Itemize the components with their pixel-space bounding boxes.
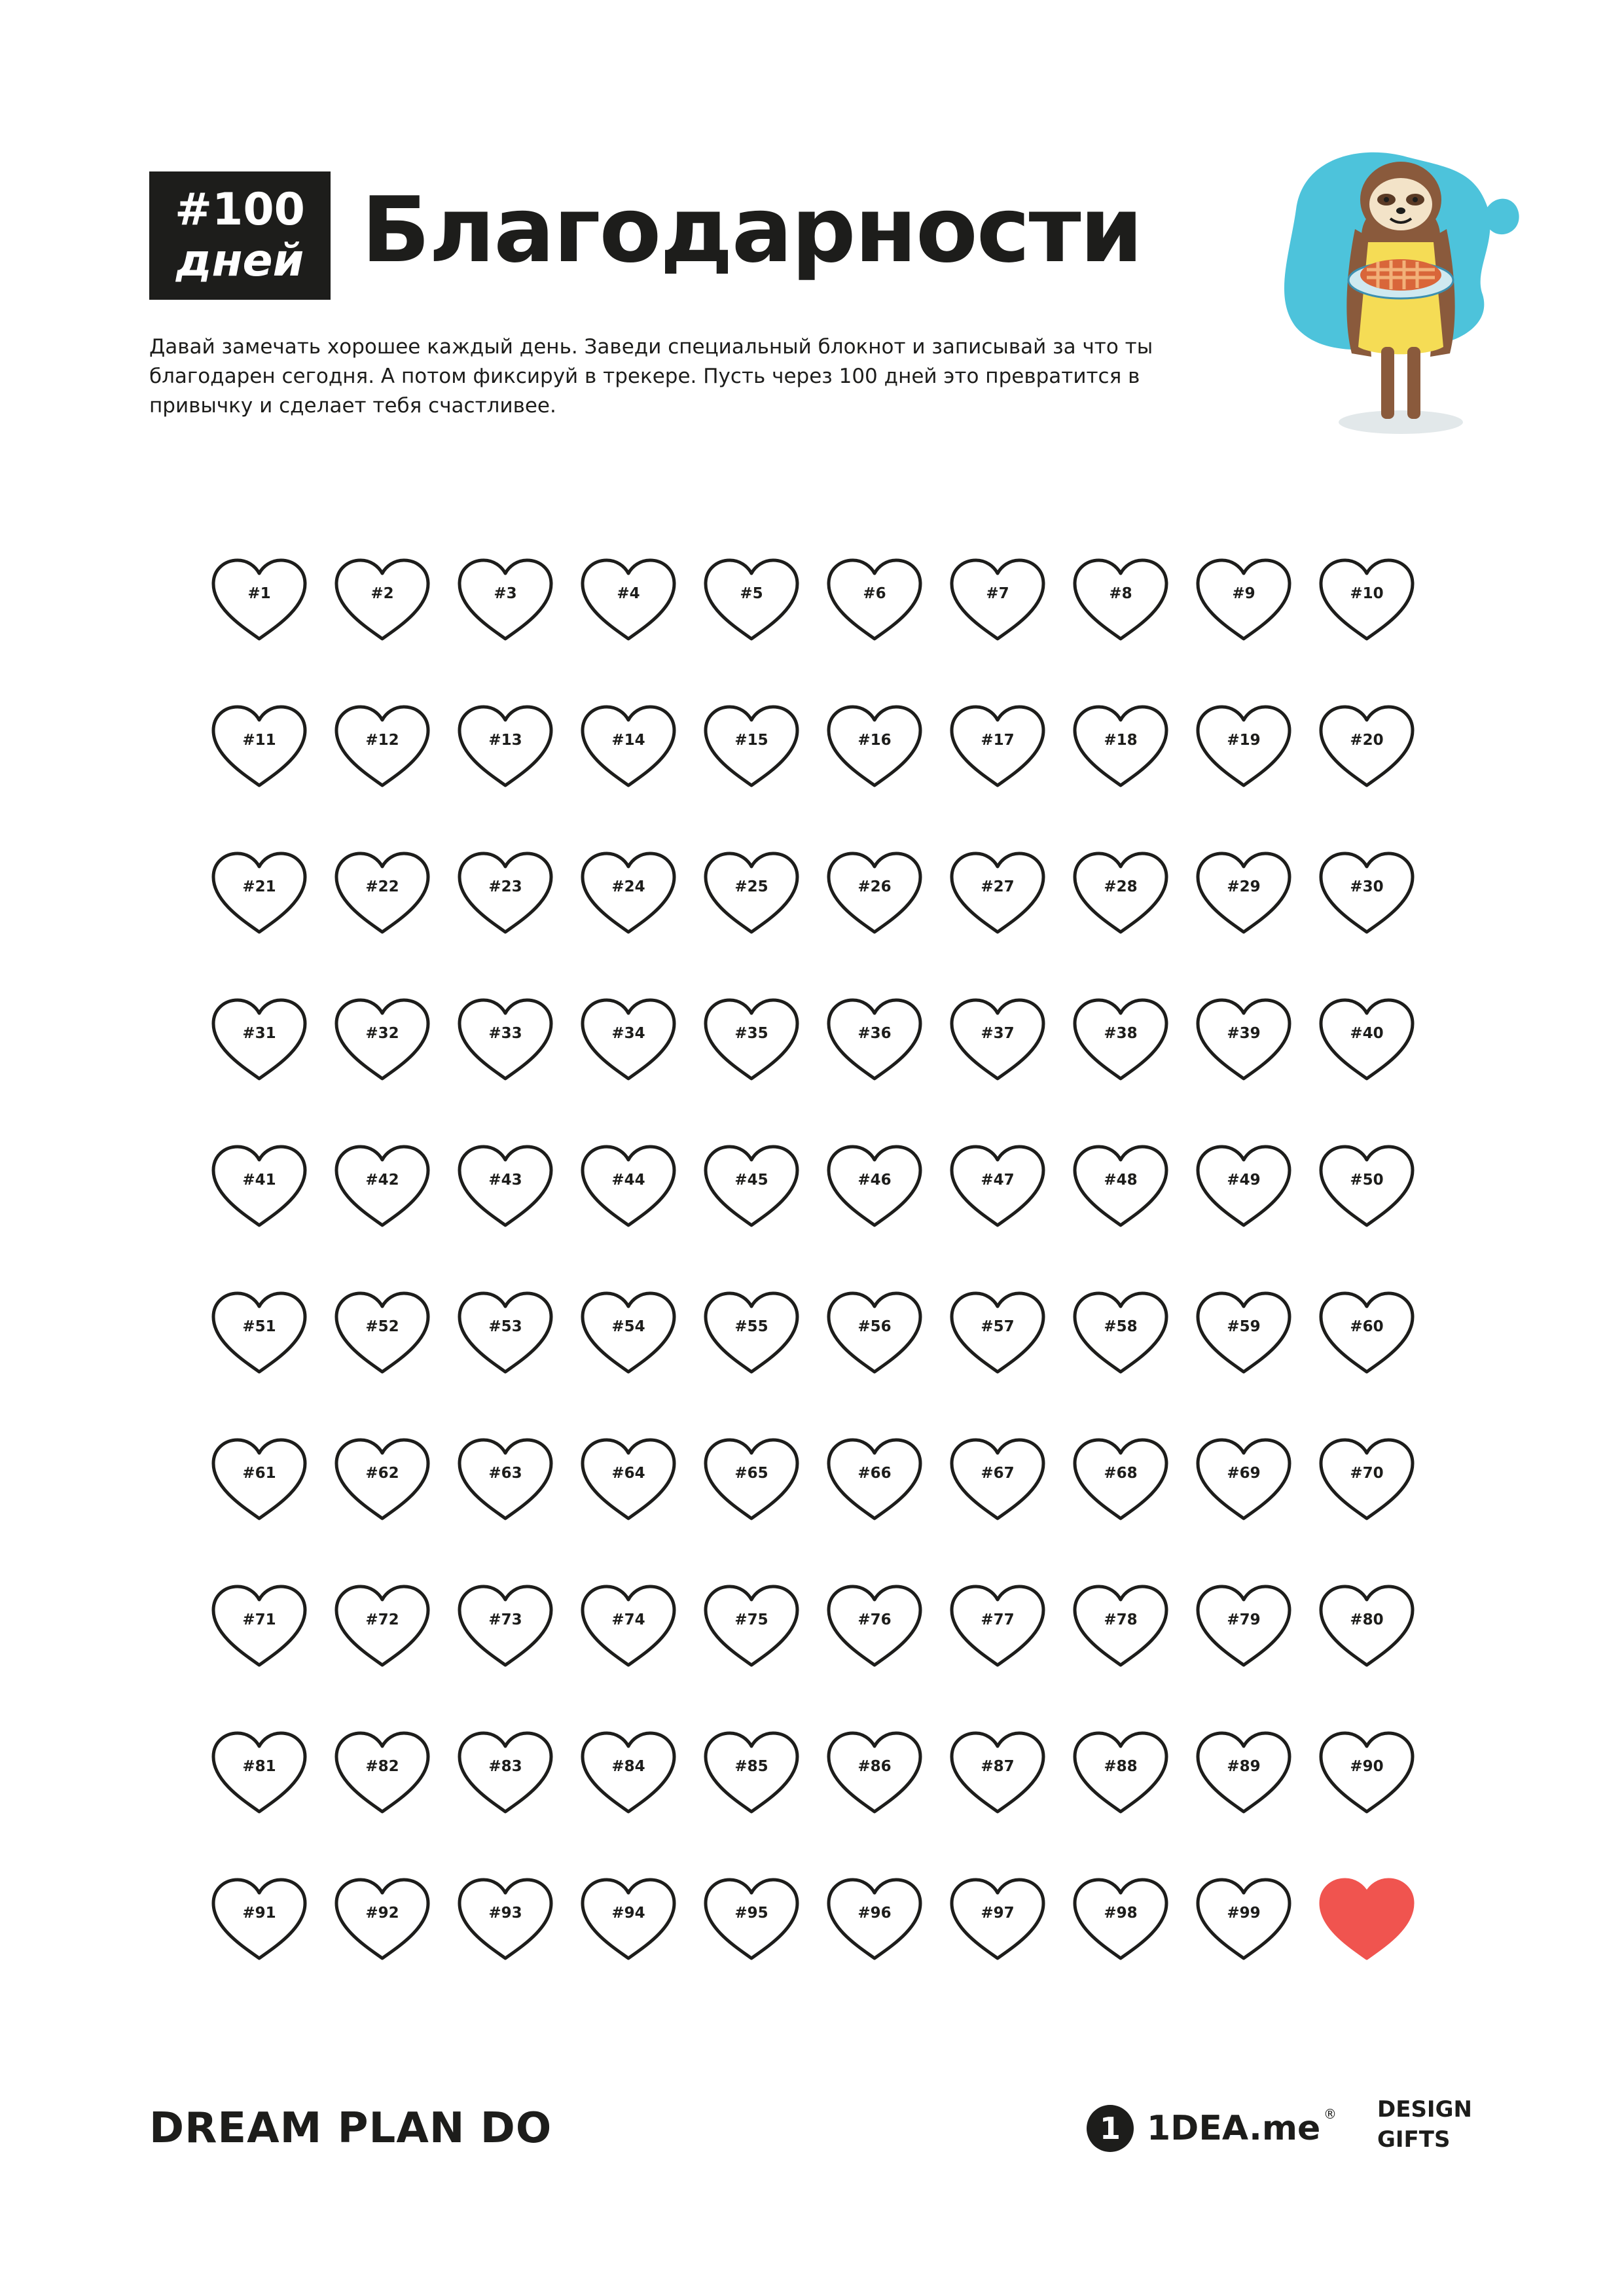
heart-cell[interactable] xyxy=(453,700,558,792)
day-number: #76 xyxy=(857,1611,892,1628)
heart-cell[interactable] xyxy=(1068,847,1173,939)
heart-cell[interactable] xyxy=(207,994,312,1085)
day-number: #69 xyxy=(1227,1465,1261,1482)
day-number: #16 xyxy=(857,732,892,749)
heart-cell[interactable] xyxy=(576,1873,681,1965)
heart-cell[interactable] xyxy=(699,1433,804,1525)
heart-cell[interactable] xyxy=(207,847,312,939)
day-number: #86 xyxy=(857,1758,892,1775)
day-number: #91 xyxy=(242,1905,276,1922)
heart-cell[interactable] xyxy=(1314,1140,1419,1232)
heart-cell[interactable] xyxy=(822,1873,927,1965)
day-number: #63 xyxy=(488,1465,522,1482)
day-number: #40 xyxy=(1350,1025,1384,1042)
day-number: #57 xyxy=(981,1318,1015,1335)
heart-cell[interactable] xyxy=(330,1580,435,1672)
day-number: #73 xyxy=(488,1611,522,1628)
day-number: #56 xyxy=(857,1318,892,1335)
day-number: #80 xyxy=(1350,1611,1384,1628)
heart-cell[interactable] xyxy=(945,1873,1050,1965)
sloth-with-pie-icon xyxy=(1257,131,1532,445)
heart-cell[interactable] xyxy=(1314,554,1419,645)
day-number: #44 xyxy=(611,1172,645,1189)
day-number: #15 xyxy=(734,732,768,749)
day-number: #23 xyxy=(488,878,522,895)
day-number: #25 xyxy=(734,878,768,895)
day-number: #59 xyxy=(1227,1318,1261,1335)
heart-cell[interactable] xyxy=(576,1140,681,1232)
heart-cell[interactable] xyxy=(1068,1873,1173,1965)
day-number: #81 xyxy=(242,1758,276,1775)
heart-cell[interactable] xyxy=(330,1433,435,1525)
day-number: #65 xyxy=(734,1465,768,1482)
day-number: #27 xyxy=(981,878,1015,895)
day-number: #31 xyxy=(242,1025,276,1042)
heart-cell[interactable] xyxy=(699,1580,804,1672)
heart-cell[interactable] xyxy=(207,1727,312,1818)
day-number: #71 xyxy=(242,1611,276,1628)
day-number: #45 xyxy=(734,1172,768,1189)
day-number: #74 xyxy=(611,1611,645,1628)
badge-line-1: #100 xyxy=(175,184,305,236)
heart-cell[interactable] xyxy=(1191,1287,1296,1378)
heart-cell[interactable] xyxy=(453,1873,558,1965)
day-number: #30 xyxy=(1350,878,1384,895)
logo-text: 1DEA.me xyxy=(1147,2109,1321,2148)
heart-cell[interactable] xyxy=(699,1873,804,1965)
heart-cell[interactable] xyxy=(945,1433,1050,1525)
heart-cell[interactable] xyxy=(453,1433,558,1525)
day-number: #26 xyxy=(857,878,892,895)
day-number: #94 xyxy=(611,1905,645,1922)
day-number: #79 xyxy=(1227,1611,1261,1628)
heart-cell[interactable] xyxy=(453,554,558,645)
day-number: #52 xyxy=(365,1318,399,1335)
logo-mark: 1 xyxy=(1087,2105,1134,2152)
day-number: #38 xyxy=(1104,1025,1138,1042)
heart-cell[interactable] xyxy=(1314,847,1419,939)
heart-cell[interactable] xyxy=(1191,1873,1296,1965)
heart-cell[interactable] xyxy=(822,1727,927,1818)
heart-cell[interactable] xyxy=(1314,1433,1419,1525)
heart-cell[interactable] xyxy=(330,1873,435,1965)
heart-cell[interactable] xyxy=(1191,847,1296,939)
day-number: #48 xyxy=(1104,1172,1138,1189)
heart-cell[interactable] xyxy=(822,847,927,939)
day-number: #83 xyxy=(488,1758,522,1775)
day-number: #97 xyxy=(981,1905,1015,1922)
day-number: #84 xyxy=(611,1758,645,1775)
heart-cell[interactable] xyxy=(576,1287,681,1378)
heart-cell[interactable] xyxy=(1191,700,1296,792)
heart-cell[interactable] xyxy=(699,1140,804,1232)
heart-cell[interactable] xyxy=(1314,1727,1419,1818)
heart-cell[interactable] xyxy=(576,847,681,939)
heart-cell[interactable] xyxy=(1068,1433,1173,1525)
design-line-1: DESIGN xyxy=(1377,2096,1472,2123)
heart-cell[interactable] xyxy=(576,1433,681,1525)
day-number: #18 xyxy=(1104,732,1138,749)
day-number: #88 xyxy=(1104,1758,1138,1775)
day-number: #4 xyxy=(617,585,640,602)
heart-cell[interactable] xyxy=(822,700,927,792)
heart-cell[interactable] xyxy=(699,554,804,645)
heart-cell[interactable] xyxy=(699,1727,804,1818)
heart-cell[interactable] xyxy=(576,554,681,645)
heart-cell[interactable] xyxy=(453,1287,558,1378)
heart-cell[interactable] xyxy=(945,1727,1050,1818)
day-number: #36 xyxy=(857,1025,892,1042)
day-number: #54 xyxy=(611,1318,645,1335)
day-number: #11 xyxy=(242,732,276,749)
day-number: #5 xyxy=(740,585,763,602)
heart-cell[interactable] xyxy=(576,1580,681,1672)
heart-cell[interactable] xyxy=(1068,1287,1173,1378)
heart-cell[interactable] xyxy=(330,847,435,939)
day-number: #13 xyxy=(488,732,522,749)
heart-cell[interactable] xyxy=(207,1433,312,1525)
heart-cell[interactable] xyxy=(576,700,681,792)
day-number: #1 xyxy=(247,585,271,602)
day-number: #34 xyxy=(611,1025,645,1042)
day-number: #2 xyxy=(370,585,394,602)
heart-cell[interactable] xyxy=(945,700,1050,792)
day-number: #87 xyxy=(981,1758,1015,1775)
heart-cell[interactable] xyxy=(699,847,804,939)
day-number: #61 xyxy=(242,1465,276,1482)
day-number: #35 xyxy=(734,1025,768,1042)
heart-cell[interactable] xyxy=(207,1287,312,1378)
heart-cell[interactable] xyxy=(822,1140,927,1232)
design-line-2: GIFTS xyxy=(1377,2126,1451,2153)
day-number: #19 xyxy=(1227,732,1261,749)
day-number: #8 xyxy=(1109,585,1132,602)
day-number: #96 xyxy=(857,1905,892,1922)
heart-cell[interactable] xyxy=(699,700,804,792)
heart-cell[interactable] xyxy=(1191,1433,1296,1525)
day-number: #6 xyxy=(863,585,886,602)
heart-cell[interactable] xyxy=(207,554,312,645)
day-number: #99 xyxy=(1227,1905,1261,1922)
heart-cell[interactable] xyxy=(453,847,558,939)
footer-brand: DREAM PLAN DO xyxy=(149,2104,552,2153)
day-number: #39 xyxy=(1227,1025,1261,1042)
heart-cell[interactable] xyxy=(576,1727,681,1818)
day-number: #29 xyxy=(1227,878,1261,895)
heart-cell[interactable] xyxy=(945,1287,1050,1378)
day-number: #20 xyxy=(1350,732,1384,749)
day-number: #92 xyxy=(365,1905,399,1922)
heart-cell[interactable] xyxy=(945,1580,1050,1672)
heart-cell[interactable] xyxy=(945,847,1050,939)
heart-cell[interactable] xyxy=(1314,994,1419,1085)
heart-cell[interactable] xyxy=(699,1287,804,1378)
day-number: #10 xyxy=(1350,585,1384,602)
heart-cell[interactable] xyxy=(207,700,312,792)
heart-cell[interactable] xyxy=(1068,1580,1173,1672)
day-number: #93 xyxy=(488,1905,522,1922)
day-number: #53 xyxy=(488,1318,522,1335)
day-number: #60 xyxy=(1350,1318,1384,1335)
day-number: #21 xyxy=(242,878,276,895)
day-number: #22 xyxy=(365,878,399,895)
day-number: #50 xyxy=(1350,1172,1384,1189)
heart-cell[interactable] xyxy=(330,1727,435,1818)
day-number: #9 xyxy=(1232,585,1255,602)
day-number: #51 xyxy=(242,1318,276,1335)
day-number: #47 xyxy=(981,1172,1015,1189)
heart-cell[interactable] xyxy=(822,994,927,1085)
heart-cell[interactable] xyxy=(945,994,1050,1085)
heart-cell[interactable] xyxy=(822,1287,927,1378)
heart-cell[interactable] xyxy=(822,554,927,645)
day-number: #78 xyxy=(1104,1611,1138,1628)
heart-cell[interactable] xyxy=(699,994,804,1085)
intro-text: Давай замечать хорошее каждый день. Заведи специальный блокнот и записывай за что ты благодарен сегодня. А потом фиксируй в трекере. Пусть через 100 дней это превратится в привычку и сделает тебя счастливее. xyxy=(149,335,1153,418)
day-number: #67 xyxy=(981,1465,1015,1482)
heart-cell[interactable] xyxy=(822,1433,927,1525)
heart-cell[interactable] xyxy=(1191,1727,1296,1818)
heart-cell[interactable] xyxy=(1068,700,1173,792)
day-number: #43 xyxy=(488,1172,522,1189)
day-number: #64 xyxy=(611,1465,645,1482)
day-number: #95 xyxy=(734,1905,768,1922)
heart-cell[interactable] xyxy=(1068,994,1173,1085)
day-number: #17 xyxy=(981,732,1015,749)
heart-cell[interactable] xyxy=(453,1580,558,1672)
badge-line-2: дней xyxy=(175,235,304,287)
day-number: #75 xyxy=(734,1611,768,1628)
day-number: #33 xyxy=(488,1025,522,1042)
heart-cell[interactable] xyxy=(330,1140,435,1232)
heart-cell[interactable] xyxy=(1314,700,1419,792)
day-number: #37 xyxy=(981,1025,1015,1042)
heart-cell[interactable] xyxy=(453,994,558,1085)
day-number: #3 xyxy=(494,585,517,602)
heart-cell[interactable] xyxy=(822,1580,927,1672)
day-number: #82 xyxy=(365,1758,399,1775)
days-badge xyxy=(149,171,331,300)
heart-cell[interactable] xyxy=(1314,1580,1419,1672)
day-number: #7 xyxy=(986,585,1009,602)
day-number: #49 xyxy=(1227,1172,1261,1189)
heart-cell[interactable] xyxy=(1191,994,1296,1085)
page-title: Благодарности xyxy=(361,177,1142,283)
heart-cell[interactable] xyxy=(207,1580,312,1672)
heart-cell[interactable] xyxy=(945,1140,1050,1232)
heart-cell[interactable] xyxy=(1191,554,1296,645)
heart-cell[interactable] xyxy=(1068,554,1173,645)
day-number: #89 xyxy=(1227,1758,1261,1775)
heart-icon xyxy=(1314,1873,1419,1965)
day-number: #14 xyxy=(611,732,645,749)
day-number: #68 xyxy=(1104,1465,1138,1482)
heart-cell[interactable] xyxy=(453,1727,558,1818)
design-gifts-label xyxy=(1377,2094,1472,2155)
heart-cell[interactable] xyxy=(330,700,435,792)
heart-cell[interactable] xyxy=(207,1140,312,1232)
heart-cell[interactable] xyxy=(330,554,435,645)
day-number: #28 xyxy=(1104,878,1138,895)
heart-cell[interactable] xyxy=(1314,1287,1419,1378)
day-number: #70 xyxy=(1350,1465,1384,1482)
heart-cell[interactable] xyxy=(453,1140,558,1232)
day-number: #66 xyxy=(857,1465,892,1482)
heart-cell[interactable] xyxy=(1191,1580,1296,1672)
day-number: #32 xyxy=(365,1025,399,1042)
day-number: #46 xyxy=(857,1172,892,1189)
day-number: #77 xyxy=(981,1611,1015,1628)
heart-cell[interactable] xyxy=(1191,1140,1296,1232)
heart-cell[interactable] xyxy=(576,994,681,1085)
heart-cell[interactable] xyxy=(945,554,1050,645)
registered-mark: ® xyxy=(1324,2106,1337,2122)
heart-cell[interactable] xyxy=(1068,1727,1173,1818)
day-number: #72 xyxy=(365,1611,399,1628)
day-number: #58 xyxy=(1104,1318,1138,1335)
heart-cell[interactable] xyxy=(330,1287,435,1378)
day-number: #42 xyxy=(365,1172,399,1189)
heart-cell[interactable] xyxy=(1068,1140,1173,1232)
day-number: #24 xyxy=(611,878,645,895)
day-number: #55 xyxy=(734,1318,768,1335)
day-number: #90 xyxy=(1350,1758,1384,1775)
day-number: #98 xyxy=(1104,1905,1138,1922)
heart-cell[interactable] xyxy=(330,994,435,1085)
heart-cell[interactable] xyxy=(1314,1873,1419,1965)
day-number: #85 xyxy=(734,1758,768,1775)
heart-cell[interactable] xyxy=(207,1873,312,1965)
day-number: #62 xyxy=(365,1465,399,1482)
day-number: #41 xyxy=(242,1172,276,1189)
day-number: #12 xyxy=(365,732,399,749)
